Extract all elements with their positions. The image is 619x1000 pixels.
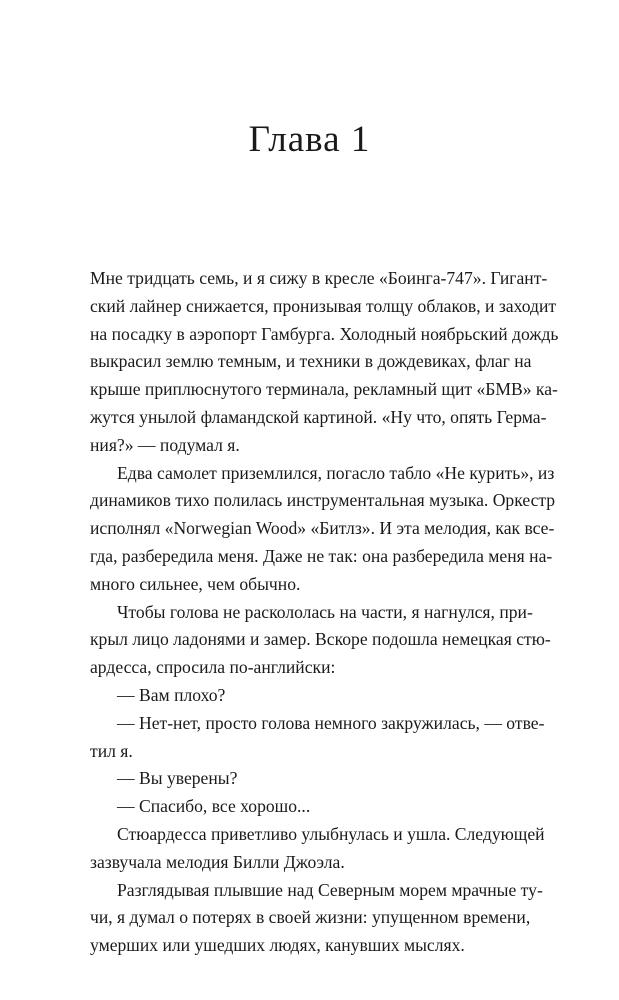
text-line: Едва самолет приземлился, погасло табло «Не курить», из — [117, 462, 555, 483]
chapter-body — [90, 265, 559, 960]
text-line: исполнял «Norwegian Wood» «Битлз». И эта мелодия, как все- — [90, 518, 555, 539]
text-line: выкрасил землю темным, и техники в дождевиках, флаг на — [90, 351, 532, 372]
text-line: — Вам плохо? — [117, 684, 226, 705]
text-line: динамиков тихо полилась инструментальная музыка. Оркестр — [90, 490, 556, 511]
text-line: — Спасибо, все хорошо... — [117, 796, 311, 817]
text-line: Мне тридцать семь, и я сижу в кресле «Боинга-747». Гигант- — [90, 268, 548, 288]
text-line: на посадку в аэропорт Гамбурга. Холодный ноябрьский дождь — [90, 323, 559, 344]
text-line: крыл лицо ладонями и замер. Вскоре подошла немецкая стю- — [90, 629, 551, 650]
text-line: гда, разбередила меня. Даже не так: она разбередила меня на- — [90, 545, 553, 566]
text-line: Стюардесса приветливо улыбнулась и ушла. Следующей — [117, 823, 545, 844]
text-line: тил я. — [90, 740, 133, 761]
chapter-title: Глава 1 — [248, 119, 371, 160]
text-line: Чтобы голова не раскололась на части, я нагнулся, при- — [117, 601, 533, 622]
text-line: зазвучала мелодия Билли Джоэла. — [90, 851, 345, 872]
text-line: — Вы уверены? — [117, 768, 238, 789]
text-line: ардесса, спросила по-английски: — [90, 657, 336, 678]
text-line: — Нет-нет, просто голова немного закружилась, — отве- — [117, 712, 545, 733]
text-line: ский лайнер снижается, пронизывая толщу облаков, и заходит — [90, 295, 557, 316]
text-line: жутся унылой фламандской картиной. «Ну что, опять Герма- — [90, 406, 547, 427]
text-line: ния?» — подумал я. — [90, 434, 240, 455]
text-line: умерших или ушедших людях, канувших мыслях. — [90, 935, 465, 956]
text-line: чи, я думал о потерях в своей жизни: упущенном времени, — [90, 907, 531, 928]
text-line: много сильнее, чем обычно. — [90, 573, 301, 594]
text-line: Разглядывая плывшие над Северным морем мрачные ту- — [117, 879, 543, 900]
text-line: крыше приплюснутого терминала, рекламный щит «БМВ» ка- — [90, 379, 558, 400]
